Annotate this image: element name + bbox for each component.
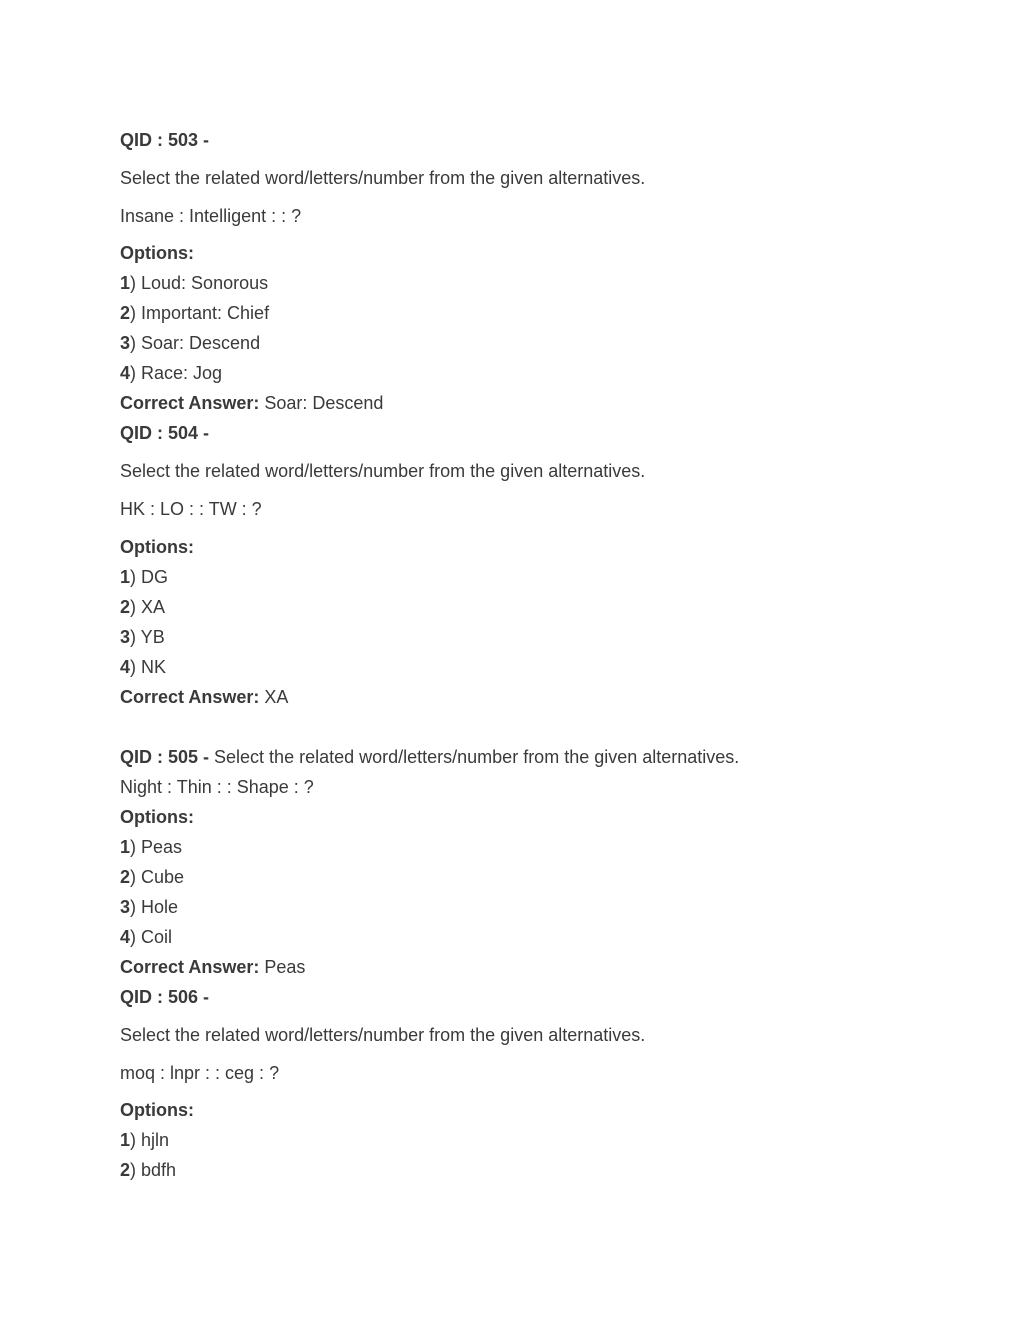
qid-506-options-label: Options:: [120, 1100, 194, 1120]
qid-503-options-label: Options:: [120, 243, 194, 263]
qid-505-option-2: 2) Cube: [120, 867, 185, 887]
qid-506-option-2: 2) bdfh: [120, 1160, 177, 1180]
qid-503-correct-answer: Correct Answer: Soar: Descend: [120, 393, 384, 413]
qid-504-option-3: 3) YB: [120, 627, 165, 647]
qid-504-option-2: 2) XA: [120, 597, 166, 617]
qid-504-option-1: 1) DG: [120, 567, 169, 587]
qid-506-option-1: 1) hjln: [120, 1130, 170, 1150]
qid-505-option-1: 1) Peas: [120, 837, 183, 857]
qid-505-correct-answer: Correct Answer: Peas: [120, 957, 306, 977]
qid-504-prompt: Select the related word/letters/number from the given alternatives.: [120, 461, 646, 481]
qid-503-option-1: 1) Loud: Sonorous: [120, 273, 269, 293]
qid-503-prompt: Select the related word/letters/number from the given alternatives.: [120, 168, 646, 188]
qid-504-correct-answer: Correct Answer: XA: [120, 687, 289, 707]
qid-505-option-4: 4) Coil: [120, 927, 173, 947]
qid-506-label: QID : 506 -: [120, 987, 210, 1007]
qid-503-option-3: 3) Soar: Descend: [120, 333, 261, 353]
qid-504-options-label: Options:: [120, 537, 194, 557]
qid-504-label: QID : 504 -: [120, 423, 210, 443]
qid-504-question: HK : LO : : TW : ?: [120, 499, 262, 519]
qid-505-options-label: Options:: [120, 807, 194, 827]
qid-503-option-2: 2) Important: Chief: [120, 303, 270, 323]
qid-505-option-3: 3) Hole: [120, 897, 179, 917]
qid-505-header: QID : 505 - Select the related word/letters/number from the given alternatives.: [120, 747, 740, 767]
qid-503-question: Insane : Intelligent : : ?: [120, 206, 302, 226]
qid-506-question: moq : lnpr : : ceg : ?: [120, 1063, 280, 1083]
qid-504-option-4: 4) NK: [120, 657, 167, 677]
qid-506-prompt: Select the related word/letters/number from the given alternatives.: [120, 1025, 646, 1045]
qid-505-question: Night : Thin : : Shape : ?: [120, 777, 314, 797]
qid-503-option-4: 4) Race: Jog: [120, 363, 223, 383]
qid-503-label: QID : 503 -: [120, 130, 210, 150]
